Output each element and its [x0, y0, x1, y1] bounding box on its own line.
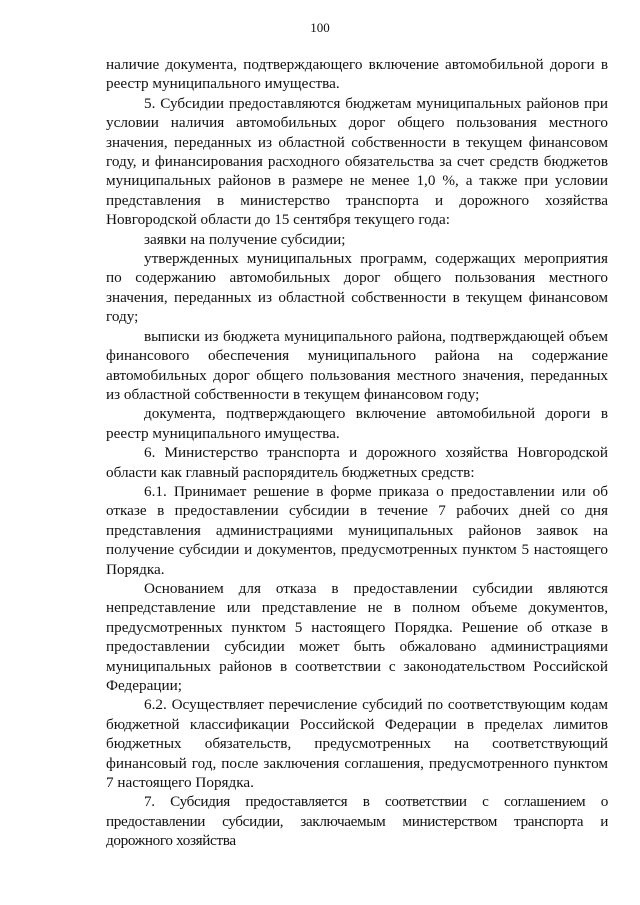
paragraph-item-6-2: 6.2. Осуществляет перечисление субсидий по соответствующим кодам бюджетной классификации Российской Федерации в пределах лимитов бюджетных обязательств, предусмотренных на соответствующий финансовый год, после заключения соглашения, предусмотренного пунктом 7 настоящего Порядка. — [106, 696, 608, 792]
paragraph-item-5: 5. Субсидии предоставляются бюджетам муниципальных районов при условии наличия автомобильных дорог общего пользования местного значения, переданных из областной собственности в текущем финансовом году, и финансирования расходного обязательства за счет средств бюджетов муниципальных районов в размере не менее 1,0 %, а также при условии представления в министерство транспорта и дорожного хозяйства Новгородской области до 15 сентября текущего года: — [106, 94, 608, 229]
paragraph-continuation: наличие документа, подтверждающего включение автомобильной дороги в реестр муниципального имущества. — [106, 56, 608, 93]
paragraph-budget-extract: выписки из бюджета муниципального района, подтверждающей объем финансового обеспечения муниципального района на содержание автомобильных дорог общего пользования местного значения, переданных из областной собственности в текущем финансовом году; — [106, 327, 608, 403]
paragraph-subsidy-application: заявки на получение субсидии; — [144, 230, 346, 248]
paragraph-registry-document: документа, подтверждающего включение автомобильной дороги в реестр муниципального имущества. — [106, 405, 608, 442]
paragraph-item-6: 6. Министерство транспорта и дорожного хозяйства Новгородской области как главный распорядитель бюджетных средств: — [106, 444, 608, 481]
paragraph-municipal-programs: утвержденных муниципальных программ, содержащих мероприятия по содержанию автомобильных дорог общего пользования местного значения, переданных из областной собственности в текущем финансовом году; — [106, 250, 608, 326]
paragraph-item-7: 7. Субсидия предоставляется в соответствии с соглашением о предоставлении субсидии, заключаемым министерством транспорта и дорожного хозяйства — [106, 793, 608, 850]
paragraph-item-6-1: 6.1. Принимает решение в форме приказа о предоставлении или об отказе в предоставлении субсидии в течение 7 рабочих дней со дня представления администрациями муниципальных районов заявок на получение субсидии и документов, предусмотренных пунктом 5 настоящего Порядка. — [106, 482, 608, 578]
paragraph-refusal-grounds: Основанием для отказа в предоставлении субсидии являются непредставление или представление не в полном объеме документов, предусмотренных пунктом 5 настоящего Порядка. Решение об отказе в предоставлении субсидии может быть обжаловано администрациями муниципальных районов в соответствии с законодательством Российской Федерации; — [106, 579, 608, 694]
page-number: 100 — [310, 20, 330, 35]
document-body — [106, 55, 608, 851]
